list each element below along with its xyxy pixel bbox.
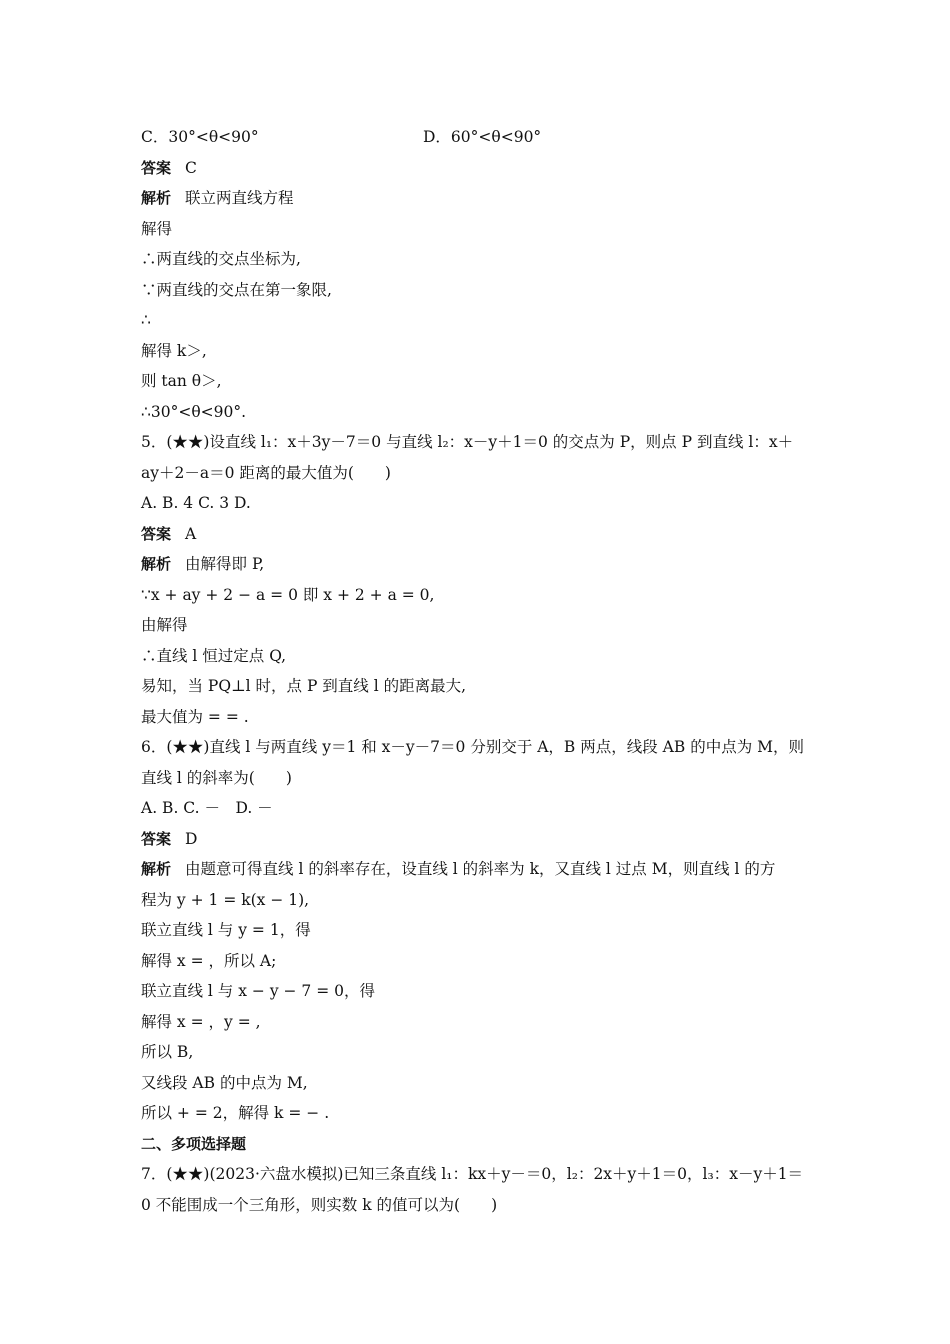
analysis-text: 由题意可得直线 l 的斜率存在，设直线 l 的斜率为 k，又直线 l 过点 M，则直线 l 的方 (185, 860, 776, 878)
analysis-line: 解得 (141, 219, 173, 238)
analysis-line: 解得 x = ，所以 A; (141, 951, 277, 970)
section-heading: 二、多项选择题 (141, 1134, 247, 1153)
analysis-line: 解得 x = ，y = , (141, 1012, 261, 1031)
q5-stem-line-1: 5．(★★)设直线 l₁：x＋3y－7＝0 与直线 l₂：x－y＋1＝0 的交点为 P，则点 P 到直线 l：x＋ (141, 433, 794, 451)
q6-options: A. B. C. － D. － (141, 799, 273, 817)
answer-label: 答案 (141, 829, 172, 848)
q7-stem-line-2: 0 不能围成一个三角形，则实数 k 的值可以为( ) (141, 1195, 498, 1214)
analysis-line: ∴两直线的交点坐标为, (141, 250, 301, 268)
analysis-text: 联立两直线方程 (185, 189, 294, 207)
q5-stem-line-2: ay＋2－a＝0 距离的最大值为( ) (141, 463, 391, 482)
analysis-line: ∵两直线的交点在第一象限, (141, 280, 332, 299)
analysis-line: 又线段 AB 的中点为 M, (141, 1073, 308, 1092)
analysis-line: ∴ (141, 311, 151, 329)
answer-label: 答案 (141, 524, 172, 543)
q4-analysis (141, 183, 813, 214)
answer-value: A (185, 524, 197, 543)
answer-value: D (185, 829, 198, 848)
analysis-label: 解析 (141, 189, 172, 207)
q5-answer (141, 519, 813, 550)
q6-analysis (141, 854, 813, 885)
q4-option-d: D．60°<θ<90° (423, 128, 542, 146)
analysis-line: ∴直线 l 恒过定点 Q, (141, 646, 287, 665)
analysis-text: 由解得即 P, (185, 555, 265, 573)
analysis-line: 易知，当 PQ⊥l 时，点 P 到直线 l 的距离最大, (141, 677, 467, 695)
q5-options: A. B. 4 C. 3 D. (141, 494, 251, 512)
analysis-line: 联立直线 l 与 y = 1，得 (141, 921, 311, 939)
q6-stem-line-2: 直线 l 的斜率为( ) (141, 768, 292, 787)
analysis-line: 联立直线 l 与 x − y − 7 = 0，得 (141, 982, 375, 1000)
q4-option-c: C．30°<θ<90° (141, 128, 259, 146)
analysis-line: 由解得 (141, 616, 188, 634)
analysis-line: 所以 + = 2，解得 k = − . (141, 1104, 330, 1122)
analysis-line: ∴30°<θ<90°. (141, 402, 247, 421)
analysis-line: 解得 k＞, (141, 341, 207, 360)
answer-value: C (185, 158, 197, 177)
q6-answer (141, 824, 813, 855)
analysis-line: 最大值为 = = . (141, 707, 249, 726)
analysis-line: 程为 y + 1 = k(x − 1), (141, 890, 310, 909)
analysis-line: 所以 B, (141, 1043, 194, 1061)
analysis-line: 则 tan θ＞, (141, 372, 222, 390)
analysis-line: ∵x + ay + 2 − a = 0 即 x + 2 + a = 0, (141, 585, 435, 604)
q7-stem-line-1: 7．(★★)(2023·六盘水模拟)已知三条直线 l₁：kx＋y－＝0，l₂：2x＋y＋1＝0，l₃：x－y＋1＝ (141, 1165, 804, 1183)
analysis-label: 解析 (141, 555, 172, 573)
q6-stem-line-1: 6．(★★)直线 l 与两直线 y＝1 和 x－y－7＝0 分别交于 A，B 两点，线段 AB 的中点为 M，则 (141, 738, 804, 756)
q4-answer (141, 153, 813, 184)
answer-label: 答案 (141, 158, 172, 177)
q5-analysis (141, 549, 813, 580)
document-page (141, 122, 813, 1220)
analysis-label: 解析 (141, 860, 172, 878)
q4-options (141, 122, 813, 153)
